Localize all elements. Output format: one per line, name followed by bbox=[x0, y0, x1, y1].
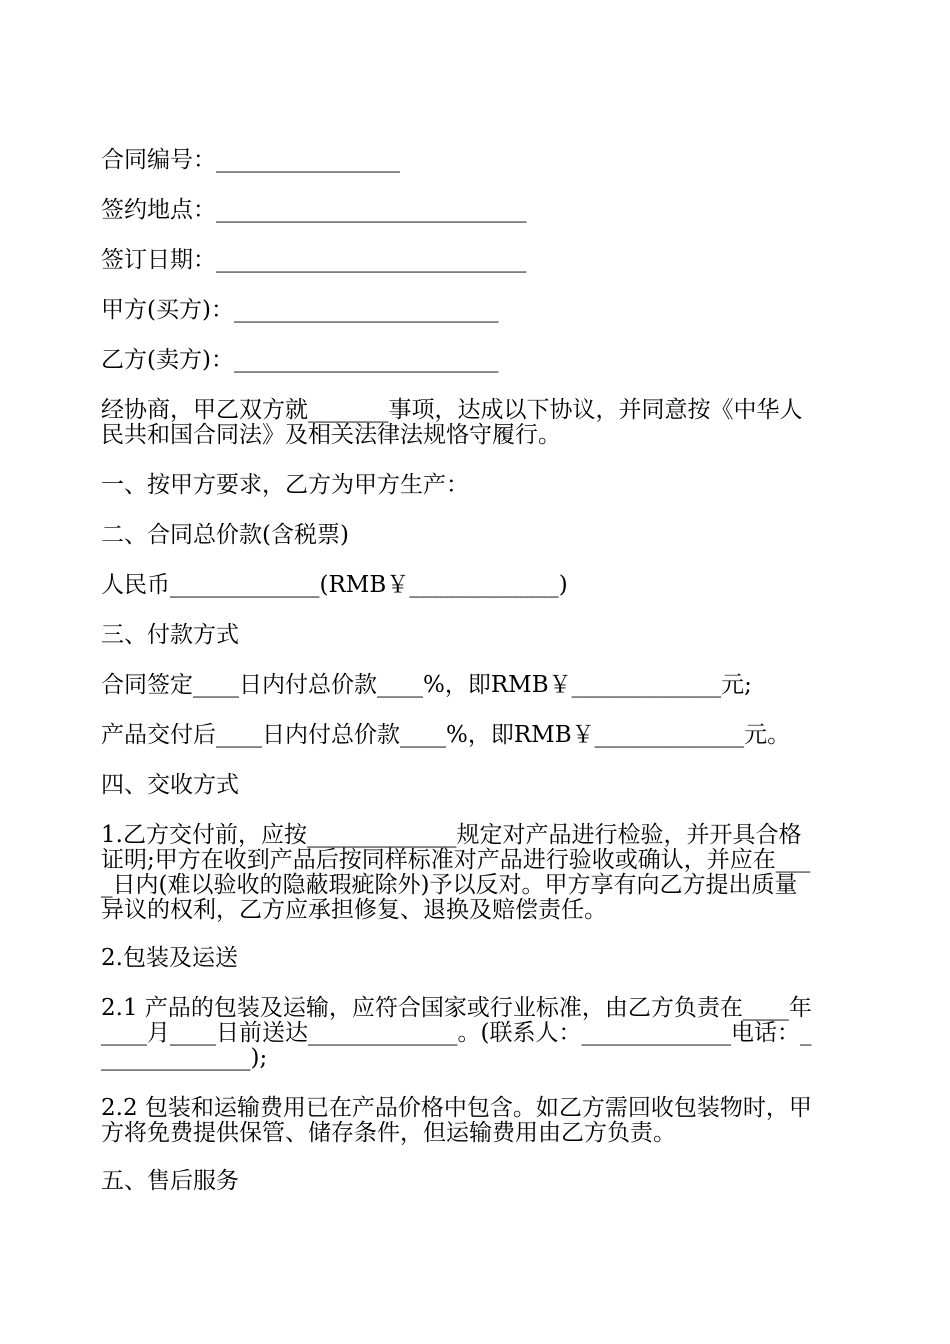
section-2-heading: 二、合同总价款(含税票) bbox=[101, 522, 349, 548]
contract-number-line: 合同编号：________________ bbox=[101, 147, 400, 173]
inspection-paragraph: 1.乙方交付前，应按_____________规定对产品进行检验，并开具合格 证明;甲方在收到产品后按同样标准对产品进行验收或确认，并应在___ _日内(难以验收的隐蔽瑕疵除外)予以反对。甲方享有向乙方提出质量 异议的权利，乙方应承担修复、退换及赔偿责任。 bbox=[101, 822, 811, 923]
total-price-line: 人民币_____________(RMB￥_____________) bbox=[101, 572, 568, 598]
section-4-heading: 四、交收方式 bbox=[101, 772, 239, 798]
packaging-clause-2-1: 2.1 产品的包装及运输，应符合国家或行业标准，由乙方负责在____年 ____月____日前送达_____________。(联系人：_____________电话：_ _____________); bbox=[101, 995, 812, 1071]
section-1-heading: 一、按甲方要求，乙方为甲方生产： bbox=[101, 472, 469, 498]
preamble-paragraph: 经协商，甲乙双方就_______事项，达成以下协议，并同意按《中华人 民共和国合同法》及相关法律法规恪守履行。 bbox=[101, 397, 803, 448]
party-b-line: 乙方(卖方)：_______________________ bbox=[101, 347, 499, 373]
payment-line-2: 产品交付后____日内付总价款____%，即RMB￥_____________元。 bbox=[101, 722, 791, 748]
signing-place-line: 签约地点：___________________________ bbox=[101, 197, 527, 223]
party-a-line: 甲方(买方)：_______________________ bbox=[101, 297, 499, 323]
section-3-heading: 三、付款方式 bbox=[101, 622, 239, 648]
packaging-clause-2-2: 2.2 包装和运输费用已在产品价格中包含。如乙方需回收包装物时，甲 方将免费提供保管、储存条件，但运输费用由乙方负责。 bbox=[101, 1095, 812, 1146]
signing-date-line: 签订日期：___________________________ bbox=[101, 247, 527, 273]
packaging-heading: 2.包装及运送 bbox=[101, 945, 238, 971]
section-5-heading: 五、售后服务 bbox=[101, 1168, 239, 1194]
payment-line-1: 合同签定____日内付总价款____%，即RMB￥_____________元; bbox=[101, 672, 752, 698]
